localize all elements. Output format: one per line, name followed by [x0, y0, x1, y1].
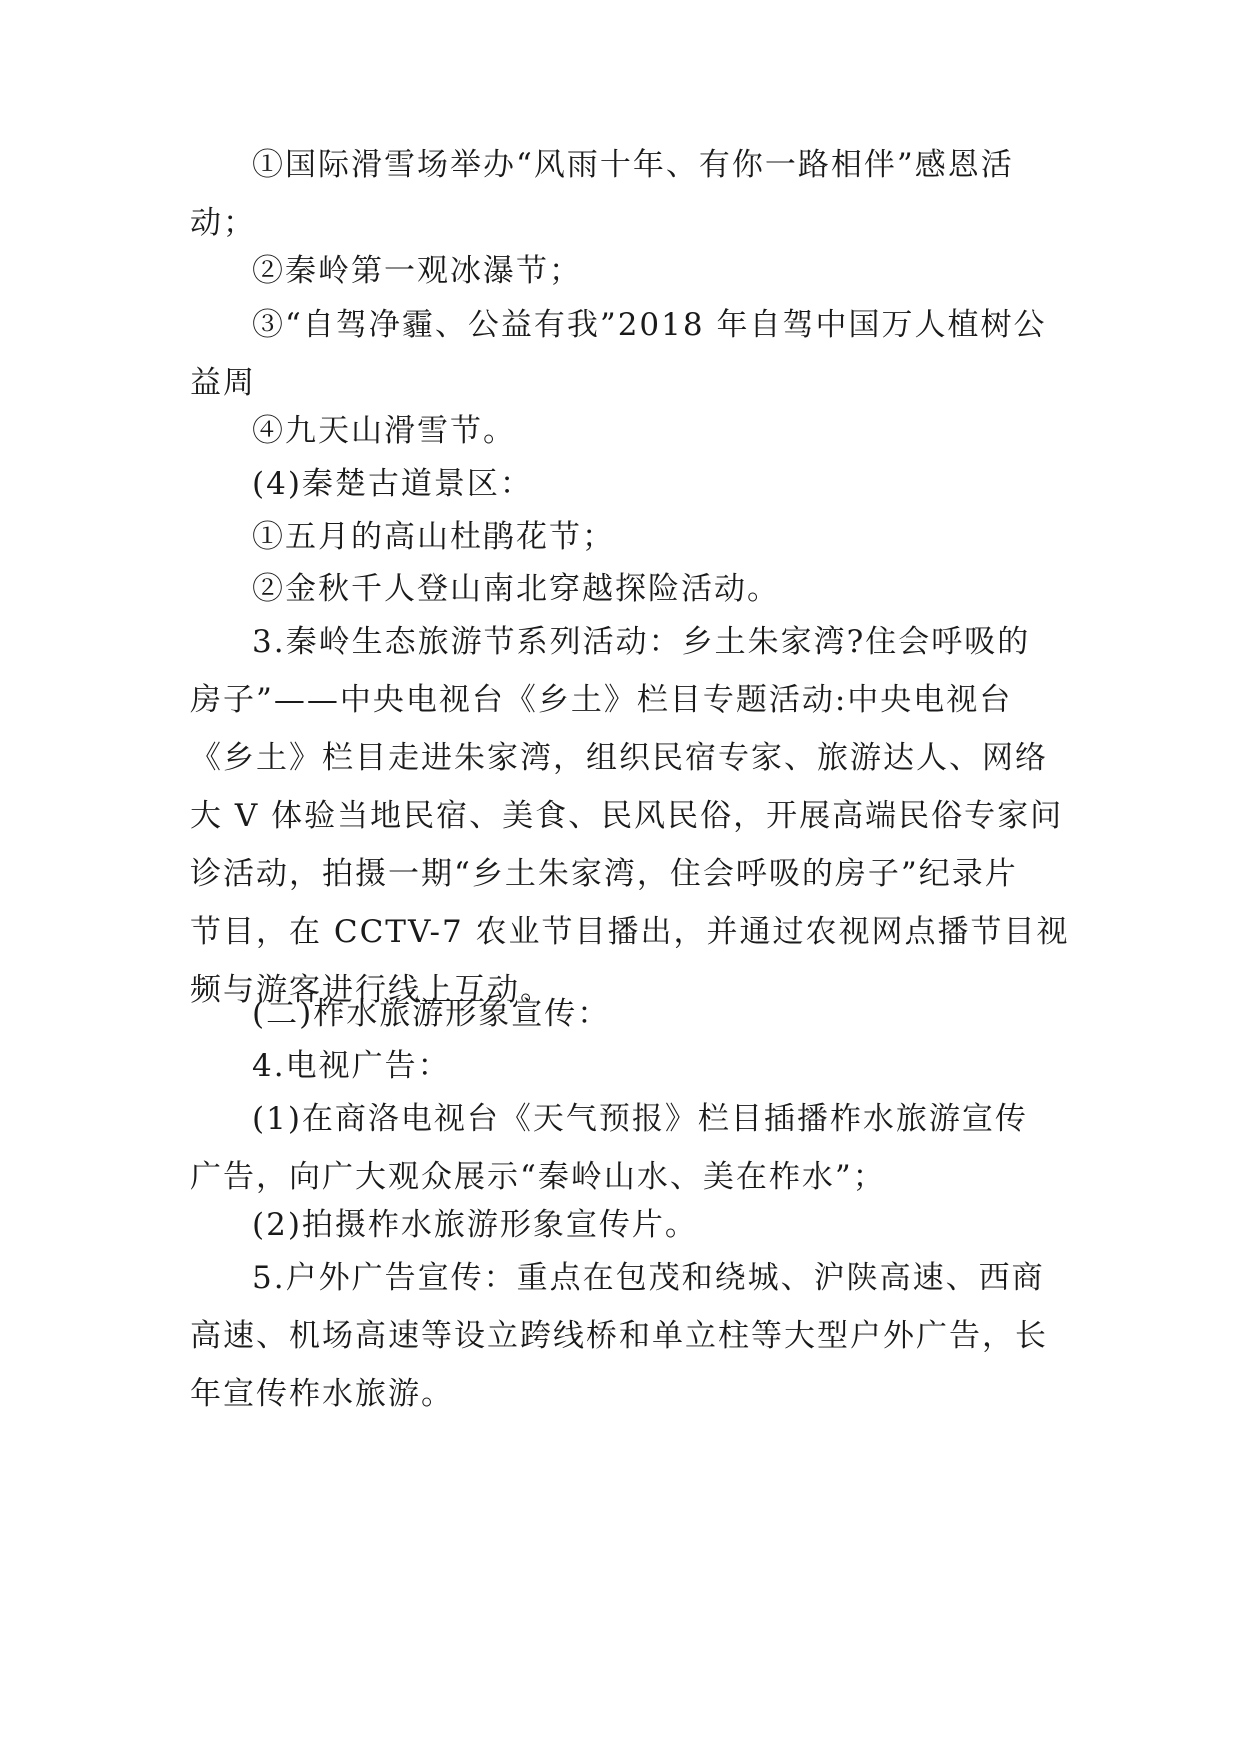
paragraph-line: ②金秋千人登山南北穿越探险活动。 — [252, 571, 780, 607]
paragraph-line: ①国际滑雪场举办“风雨十年、有你一路相伴”感恩活 — [252, 147, 1014, 183]
paragraph-section-3 — [190, 613, 1070, 1019]
paragraph-line: (1)在商洛电视台《天气预报》栏目插播柞水旅游宣传 — [252, 1101, 1028, 1137]
paragraph-item-2 — [190, 242, 1052, 300]
paragraph-line: 高速、机场高速等设立跨线桥和单立柱等大型户外广告，长 — [190, 1318, 1048, 1354]
paragraph-line: 动； — [190, 205, 256, 241]
paragraph-item-4 — [190, 402, 1052, 460]
paragraph-line: ④九天山滑雪节。 — [252, 413, 516, 449]
paragraph-line: (2)拍摄柞水旅游形象宣传片。 — [252, 1207, 698, 1243]
paragraph-line: 5.户外广告宣传：重点在包茂和绕城、沪陕高速、西商 — [252, 1260, 1045, 1296]
paragraph-line: 频与游客进行线上互动。 — [190, 972, 553, 1008]
paragraph-line: 诊活动，拍摄一期“乡土朱家湾，住会呼吸的房子”纪录片 — [190, 856, 1018, 892]
paragraph-line: ①五月的高山杜鹃花节； — [252, 519, 615, 555]
paragraph-item-3 — [190, 296, 1052, 412]
paragraph-line: 广告，向广大观众展示“秦岭山水、美在柞水”； — [190, 1159, 886, 1195]
paragraph-section-4 — [190, 455, 1052, 513]
paragraph-line: 年宣传柞水旅游。 — [190, 1376, 454, 1412]
paragraph-line: ②秦岭第一观冰瀑节； — [252, 253, 582, 289]
paragraph-item-1 — [190, 136, 1052, 252]
paragraph-line: 房子”——中央电视台《乡土》栏目专题活动:中央电视台 — [190, 682, 1013, 718]
paragraph-section-4-tv — [190, 1037, 1052, 1095]
paragraph-line: 大 V 体验当地民宿、美食、民风民俗，开展高端民俗专家问 — [190, 798, 1064, 834]
paragraph-line: ③“自驾净霾、公益有我”2018 年自驾中国万人植树公 — [252, 307, 1047, 343]
paragraph-line: 节目，在 CCTV-7 农业节目播出，并通过农视网点播节目视 — [190, 914, 1070, 950]
paragraph-line: 《乡土》栏目走进朱家湾，组织民宿专家、旅游达人、网络 — [190, 740, 1048, 776]
paragraph-item-5 — [190, 508, 1052, 566]
paragraph-item-tv-1 — [190, 1090, 1052, 1206]
paragraph-heading-2 — [190, 985, 1052, 1043]
paragraph-section-5 — [190, 1249, 1052, 1423]
paragraph-line: 3.秦岭生态旅游节系列活动：乡土朱家湾?住会呼吸的 — [252, 624, 1031, 660]
paragraph-line: (4)秦楚古道景区： — [252, 466, 533, 502]
paragraph-line: 益周 — [190, 365, 256, 401]
paragraph-line: 4.电视广告： — [252, 1048, 451, 1084]
paragraph-item-tv-2 — [190, 1196, 1052, 1254]
paragraph-item-6 — [190, 560, 1052, 618]
paragraph-line: (二)柞水旅游形象宣传： — [252, 996, 611, 1032]
